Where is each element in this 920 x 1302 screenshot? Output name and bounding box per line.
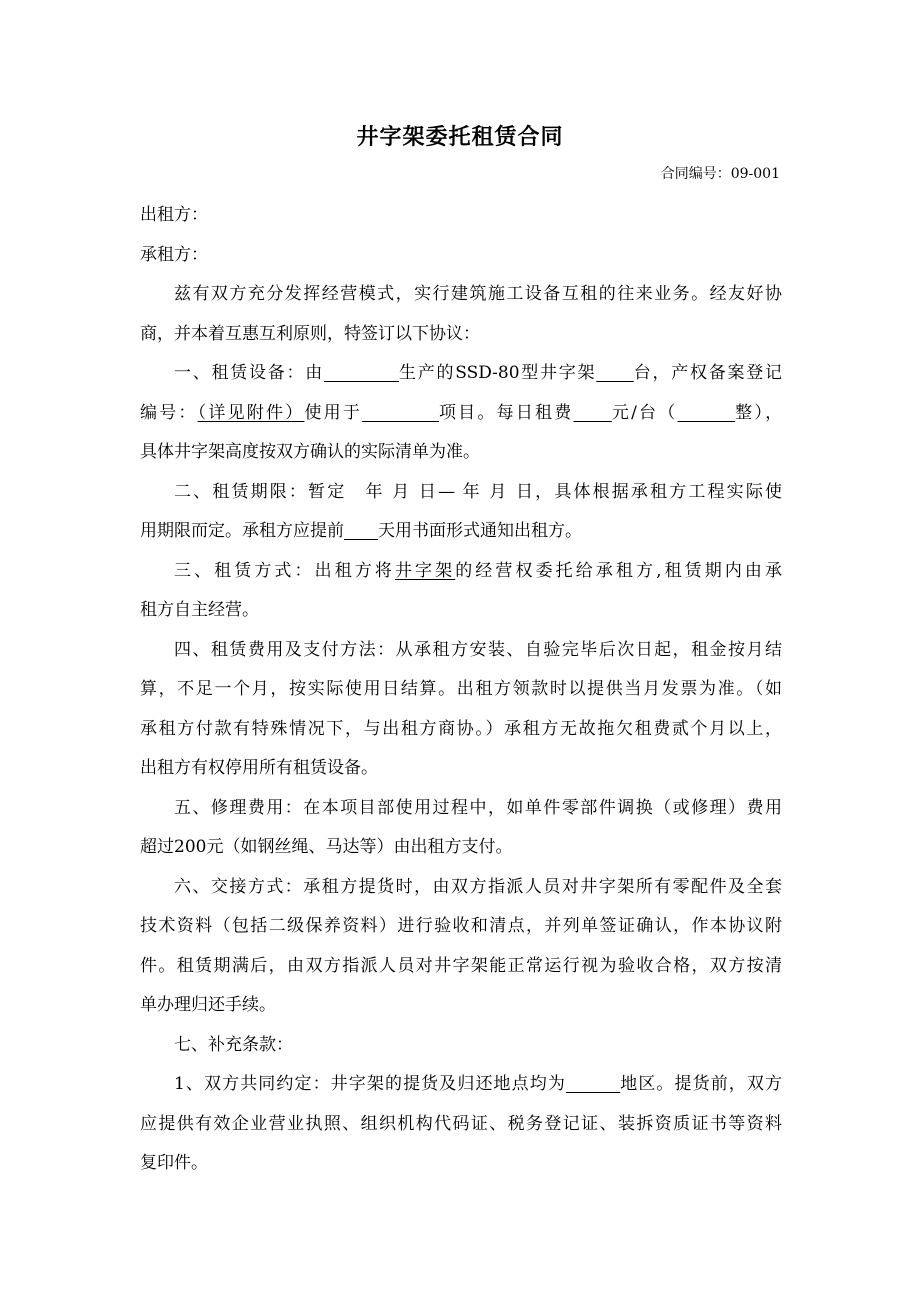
clause-5-line: 超过200元（如钢丝绳、马达等）由出租方支付。 [140, 837, 513, 857]
clause-4-line: 四、租赁费用及支付方法：从承租方安装、自验完毕后次日起，租金按月结 [174, 639, 782, 660]
intro-line: 兹有双方充分发挥经营模式，实行建筑施工设备互租的往来业务。经友好协 [174, 284, 782, 304]
clause-4-line: 算，不足一个月，按实际使用日结算。出租方领款时以提供当月发票为准。（如 [140, 679, 782, 699]
clause-7-line: 应提供有效企业营业执照、组织机构代码证、税务登记证、装拆资质证书等资料 [140, 1113, 782, 1134]
contract-body [140, 196, 782, 1184]
clause-3-line: 租方自主经营。 [140, 600, 259, 620]
clause-2-line: 用期限而定。承租方应提前 天用书面形式通知出租方。 [140, 521, 582, 541]
clause-1-line: 具体井字架高度按双方确认的实际清单为准。 [140, 442, 480, 462]
clause-7-line: 1、双方共同约定：井字架的提货及归还地点均为 地区。提货前，双方 [174, 1074, 782, 1094]
clause-4-line: 承租方付款有特殊情况下，与出租方商协。）承租方无故拖欠租费贰个月以上， [140, 718, 782, 739]
clause-7-heading: 七、补充条款： [174, 1034, 293, 1055]
clause-2-line: 二、租赁期限：暂定 年 月 日— 年 月 日，具体根据承租方工程实际使 [174, 481, 782, 502]
clause-3-line: 三、租赁方式：出租方将井字架的经营权委托给承租方,租赁期内由承 [174, 560, 782, 581]
clause-6-line: 六、交接方式：承租方提货时，由双方指派人员对井字架所有零配件及全套 [174, 876, 782, 897]
contract-number: 合同编号：09-001 [660, 166, 780, 182]
clause-1-line: 一、租赁设备：由 生产的SSD-80型井字架 台，产权备案登记 [174, 363, 782, 383]
clause-1-line: 编号：（详见附件）使用于 项目。每日租费 元/台（ 整）， [140, 402, 782, 423]
clause-6-line: 件。租赁期满后，由双方指派人员对井字架能正常运行视为验收合格，双方按清 [140, 955, 782, 976]
lessor-line: 出租方： [140, 205, 208, 225]
clause-6-line: 技术资料（包括二级保养资料）进行验收和清点，并列单签证确认，作本协议附 [140, 916, 782, 936]
intro-line: 商，并本着互惠互利原则，特签订以下协议： [140, 323, 480, 344]
document-title: 井字架委托租赁合同 [356, 125, 564, 150]
clause-6-line: 单办理归还手续。 [140, 995, 276, 1015]
clause-5-line: 五、修理费用：在本项目部使用过程中，如单件零部件调换（或修理）费用 [174, 797, 782, 818]
attachment-note: （详见附件） [197, 402, 305, 423]
lessee-line: 承租方： [140, 244, 208, 265]
equipment-name: 井字架 [394, 560, 456, 581]
clause-7-line: 复印件。 [140, 1153, 208, 1173]
clause-4-line: 出租方有权停用所有租赁设备。 [140, 758, 378, 778]
